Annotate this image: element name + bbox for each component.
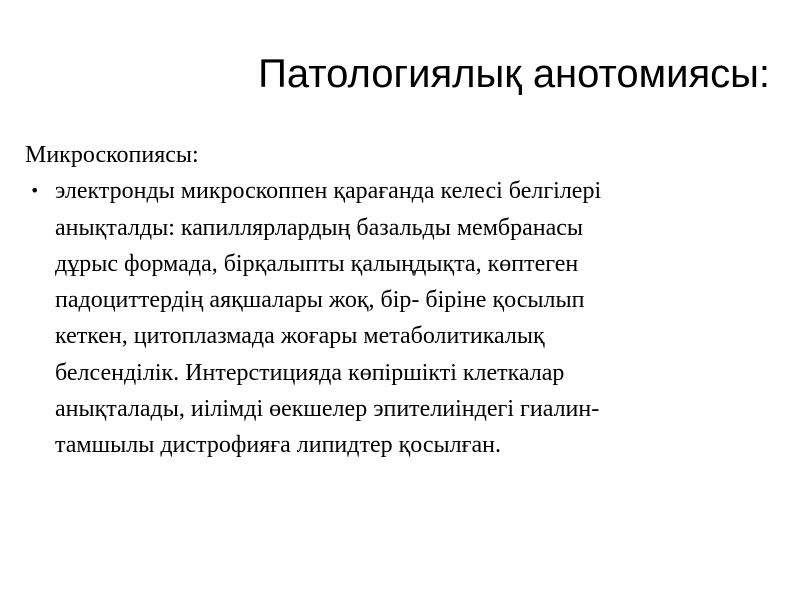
slide-title: Патологиялық анотомиясы:	[258, 52, 770, 96]
bullet-line: анықталды: капиллярлардың базальды мембранасы	[55, 214, 584, 241]
slide-body	[25, 137, 775, 464]
bullet-line: кеткен, цитоплазмада жоғары метаболитикалық	[55, 323, 545, 350]
bullet-list	[25, 173, 775, 463]
bullet-line: белсенділік. Интерстицияда көпіршікті клеткалар	[55, 359, 565, 386]
bullet-dot-icon: •	[30, 181, 40, 201]
bullet-line: падоциттердің аяқшалары жоқ, бір- біріне қосылып	[55, 287, 585, 314]
bullet-line: дұрыс формада, бірқалыпты қалыңдықта, көптеген	[55, 250, 579, 277]
section-subtitle: Микроскопиясы:	[25, 142, 199, 168]
bullet-item	[25, 173, 775, 463]
bullet-line: электронды микроскоппен қарағанда келесі белгілері	[55, 178, 602, 205]
bullet-line: тамшылы дистрофияға липидтер қосылған.	[55, 432, 501, 459]
bullet-line: анықталады, иілімді өекшелер эпителиіндегі гиалин-	[55, 396, 600, 423]
